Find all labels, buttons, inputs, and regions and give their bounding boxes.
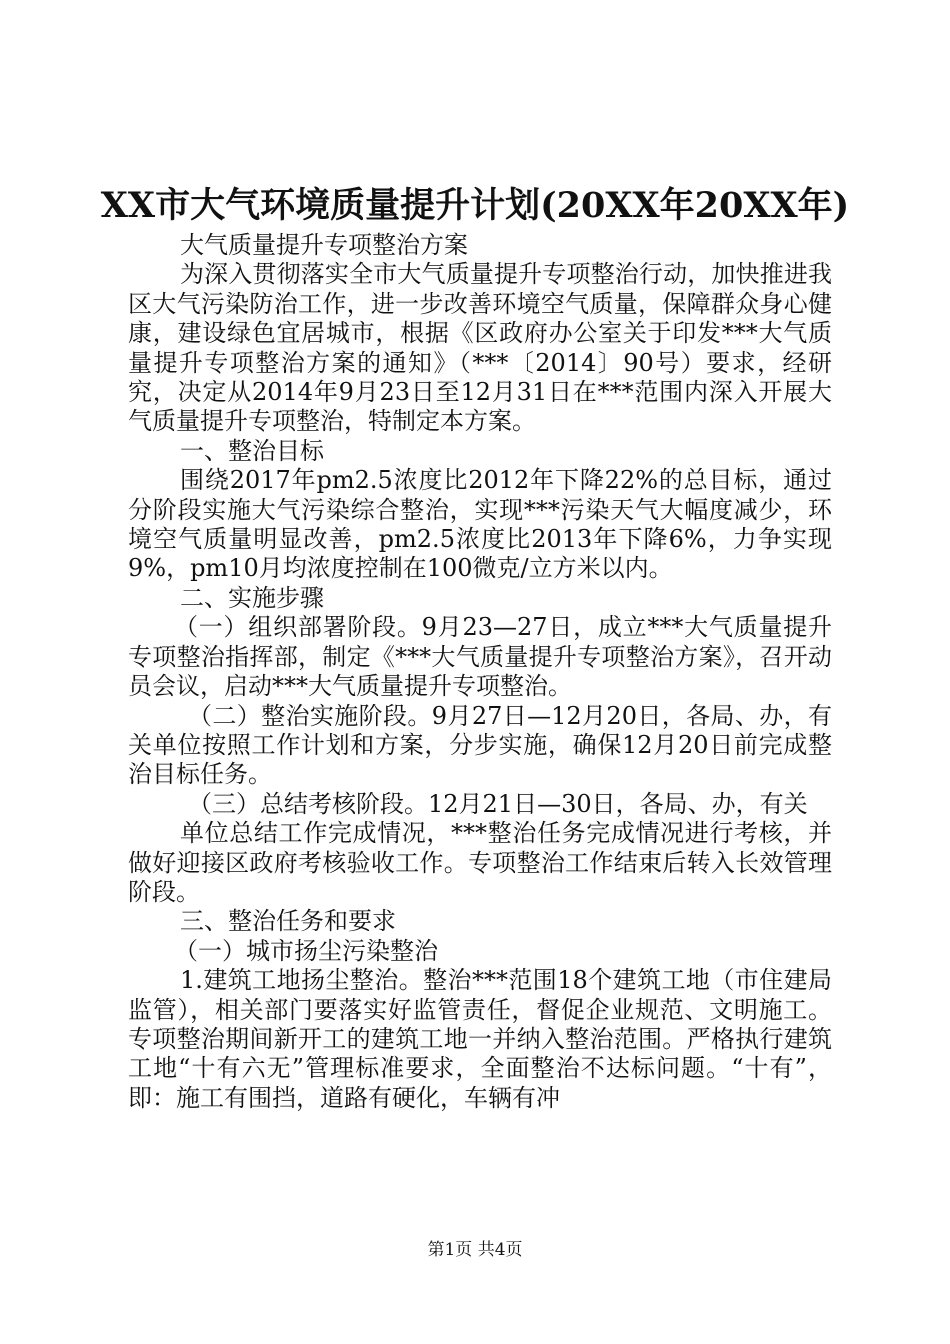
section-heading: 一、整治目标 <box>180 436 324 465</box>
body-paragraph: 围绕2017年pm2.5浓度比2012年下降22%的总目标，通过分阶段实施大气污染综合整治，实现***污染天气大幅度减少，环境空气质量明显改善，pm2.5浓度比2013年下降6%，力争实现9%，pm10月均浓度控制在100微克/立方米以内。 <box>128 466 832 583</box>
body-paragraph: （二）整治实施阶段。9月27日—12月20日，各局、办，有关单位按照工作计划和方案，分步实施，确保12月20日前完成整治目标任务。 <box>128 701 832 789</box>
body-paragraph: 1.建筑工地扬尘整治。整治***范围18个建筑工地（市住建局监管），相关部门要落实好监管责任，督促企业规范、文明施工。专项整治期间新开工的建筑工地一并纳入整治范围。严格执行建筑工地“十有六无”管理标准要求，全面整治不达标问题。“十有”，即：施工有围挡，道路有硬化，车辆有冲 <box>128 966 832 1112</box>
page-number-footer: 第1页 共4页 <box>427 1240 523 1260</box>
section-heading: 大气质量提升专项整治方案 <box>180 231 468 259</box>
document-body <box>128 231 832 1113</box>
section-heading: 三、整治任务和要求 <box>180 907 396 936</box>
body-paragraph: （一）组织部署阶段。9月23—27日，成立***大气质量提升专项整治指挥部，制定《***大气质量提升专项整治方案》，召开动员会议，启动***大气质量提升专项整治。 <box>128 613 832 701</box>
body-paragraph: （三）总结考核阶段。12月21日—30日，各局、办，有关 <box>188 789 808 818</box>
body-paragraph: 为深入贯彻落实全市大气质量提升专项整治行动，加快推进我区大气污染防治工作，进一步改善环境空气质量，保障群众身心健康，建设绿色宜居城市，根据《区政府办公室关于印发***大气质量提升专项整治方案的通知》（***〔2014〕90号）要求，经研究，决定从2014年9月23日至12月31日在***范围内深入开展大气质量提升专项整治，特制定本方案。 <box>128 260 832 436</box>
section-heading: 二、实施步骤 <box>180 583 324 612</box>
subsection-heading: （一）城市扬尘污染整治 <box>174 936 438 965</box>
document-title: XX市大气环境质量提升计划(20XX年20XX年) <box>100 185 850 226</box>
body-paragraph: 单位总结工作完成情况，***整治任务完成情况进行考核，并做好迎接区政府考核验收工作。专项整治工作结束后转入长效管理阶段。 <box>128 819 832 906</box>
